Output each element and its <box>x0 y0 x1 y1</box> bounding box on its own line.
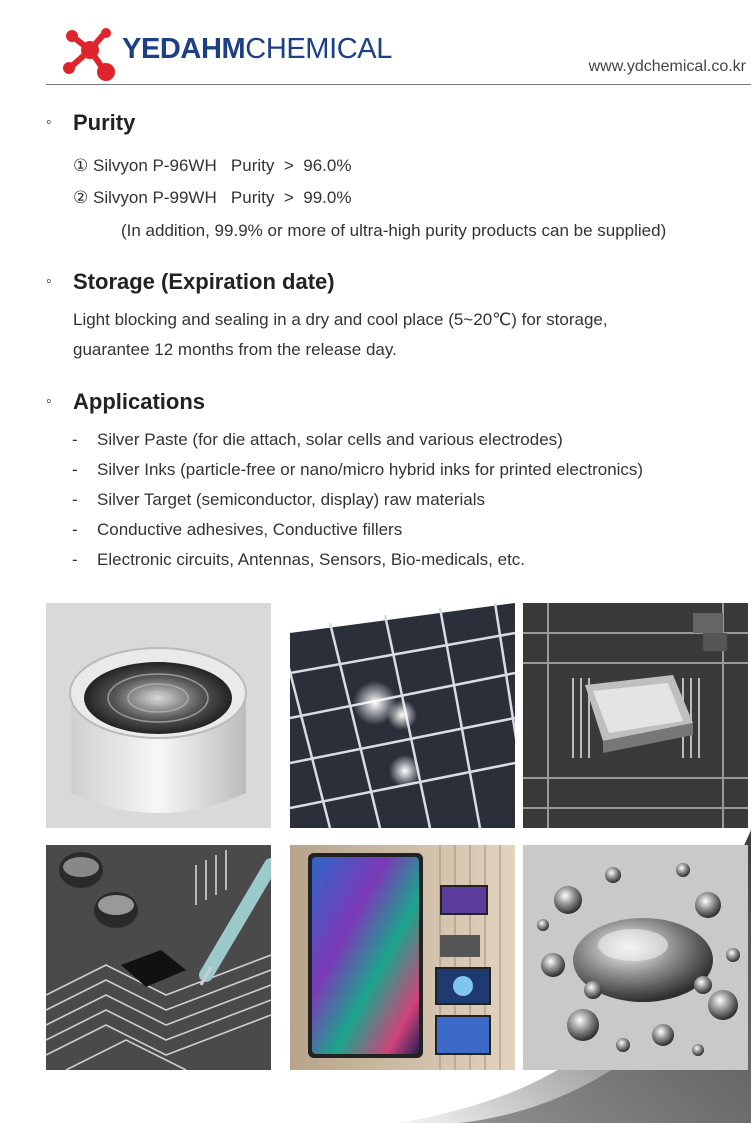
purity-item-2-product: Silvyon P-99WH <box>92 188 217 207</box>
application-item-1: Silver Paste (for die attach, solar cells and various electrodes) <box>97 430 563 449</box>
purity-item-2-value: 99.0% <box>303 188 352 207</box>
purity-title: Purity <box>73 110 136 135</box>
storage-line-2: guarantee 12 months from the release day. <box>73 340 397 359</box>
purity-item-1-product: Silvyon P-96WH <box>92 156 217 175</box>
purity-note: (In addition, 99.9% or more of ultra-high purity products can be supplied) <box>121 221 667 240</box>
application-item-5: Electronic circuits, Antennas, Sensors, Bio-medicals, etc. <box>97 550 526 569</box>
purity-item-2 <box>73 188 351 208</box>
storage-heading <box>46 269 335 295</box>
application-item-3: Silver Target (semiconductor, display) raw materials <box>97 490 485 509</box>
purity-item-1-comparator: > <box>283 156 294 175</box>
purity-item-1-value: 96.0% <box>303 156 352 175</box>
purity-heading <box>46 110 135 136</box>
solar-panel-image <box>290 603 515 828</box>
section-bullet-icon: ◦ <box>46 114 52 131</box>
circuit-board-dispensing-image <box>46 845 271 1070</box>
header-divider <box>46 84 751 85</box>
storage-line-1: Light blocking and sealing in a dry and cool place (5~20℃) for storage, <box>73 310 608 329</box>
silver-paste-jar-image <box>46 603 271 828</box>
applications-heading <box>46 389 205 415</box>
applications-title: Applications <box>73 389 206 414</box>
section-bullet-icon: ◦ <box>46 273 52 290</box>
purity-item-1 <box>73 156 351 176</box>
application-bullet: - <box>72 430 78 449</box>
application-bullet: - <box>72 490 78 509</box>
purity-item-2-comparator: > <box>283 188 294 207</box>
purity-item-2-label: Purity <box>230 188 275 207</box>
silver-droplets-image <box>523 845 748 1070</box>
page-header <box>0 0 751 90</box>
semiconductor-chip-image <box>523 603 748 828</box>
application-bullet: - <box>72 550 78 569</box>
application-bullet: - <box>72 460 78 479</box>
molecule-logo-icon <box>60 26 120 82</box>
purity-item-1-label: Purity <box>230 156 275 175</box>
application-bullet: - <box>72 520 78 539</box>
application-item-2: Silver Inks (particle-free or nano/micro hybrid inks for printed electronics) <box>97 460 644 479</box>
circled-two-marker: ② <box>73 188 89 207</box>
brand-name-bold: YEDAHM <box>122 33 246 65</box>
circled-one-marker: ① <box>73 156 89 175</box>
display-screens-image <box>290 845 515 1070</box>
website-url: www.ydchemical.co.kr <box>588 58 746 75</box>
application-item-4: Conductive adhesives, Conductive fillers <box>97 520 403 539</box>
brand-name-light: CHEMICAL <box>245 33 392 65</box>
storage-title: Storage (Expiration date) <box>73 269 335 294</box>
section-bullet-icon: ◦ <box>46 393 52 410</box>
brand-wordmark <box>122 33 392 66</box>
